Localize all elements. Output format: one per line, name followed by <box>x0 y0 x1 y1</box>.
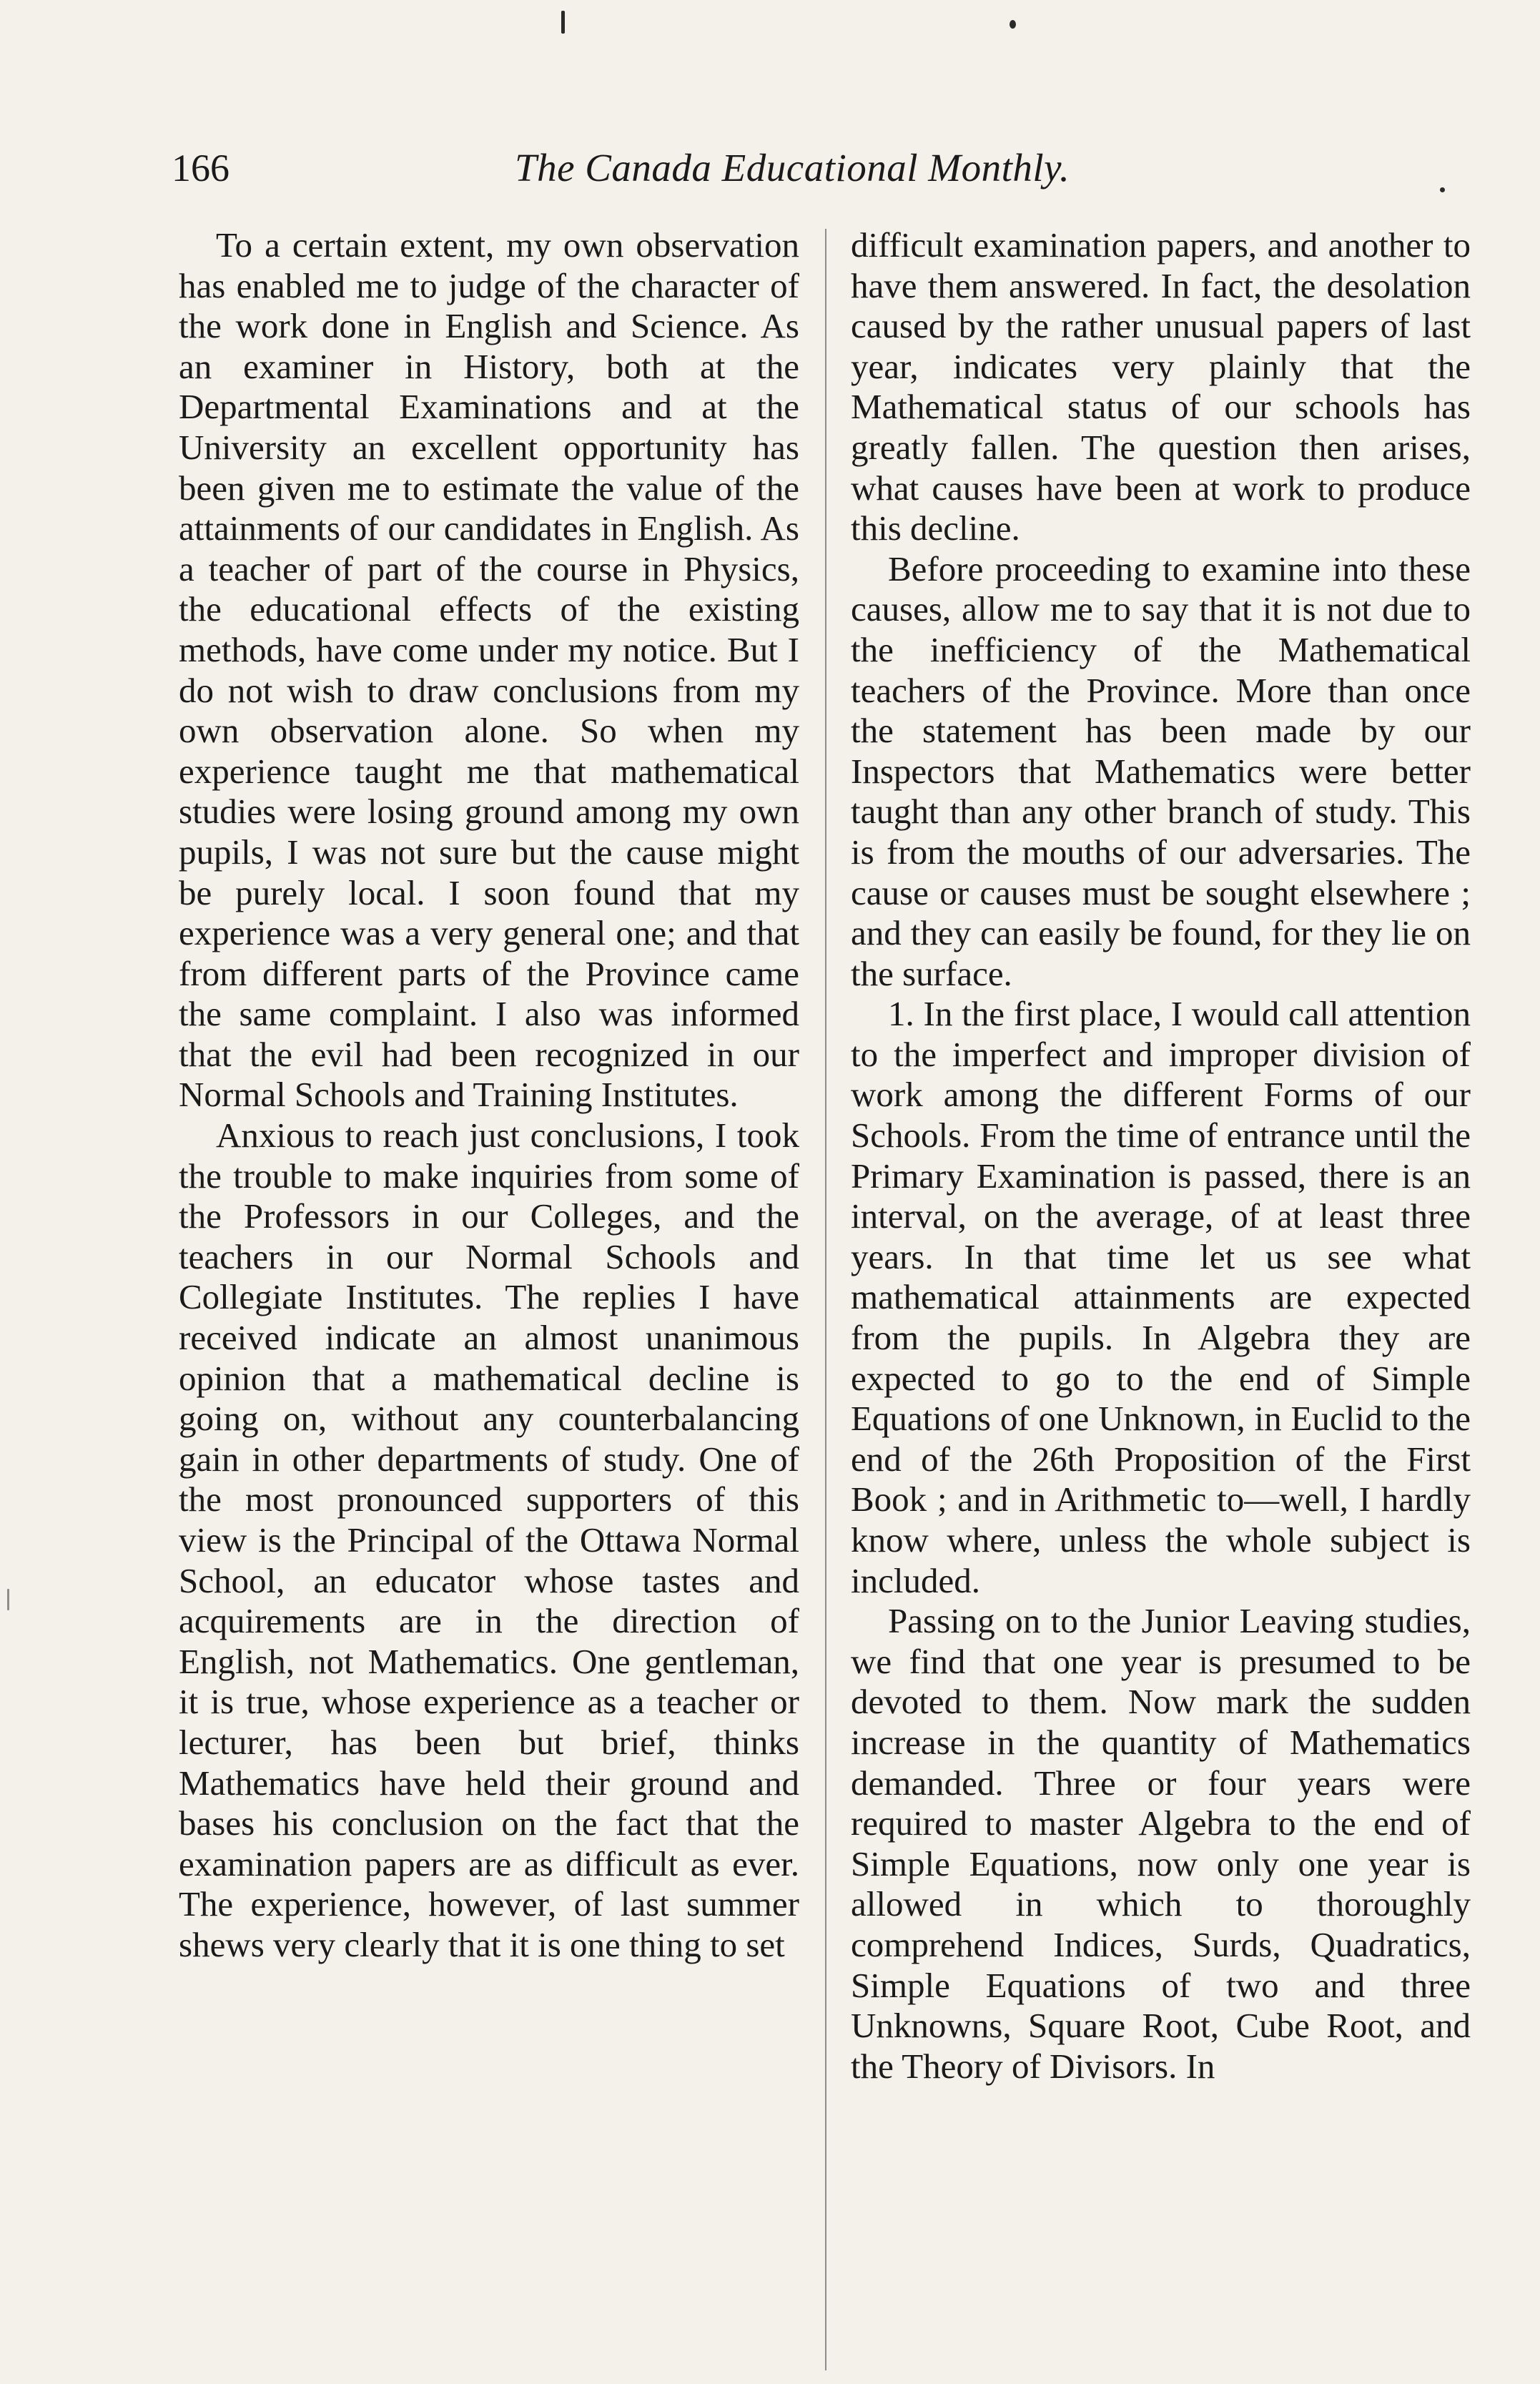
scan-speck <box>7 1589 9 1610</box>
right-column <box>851 225 1471 2087</box>
journal-title: The Canada Educational Monthly. <box>515 146 1070 189</box>
page-number: 166 <box>172 147 229 189</box>
left-column <box>179 225 799 1966</box>
left-paragraph-1: To a certain extent, my own observation has enabled me to judge of the character of the work done in English and Science. As an examiner in History, both at the Departmental Examinations and at the University an excellent opportunity has been given me to estimate the value of the attainments of our candidates in English. As a teacher of part of the course in Physics, the educational effects of the existing methods, have come under my notice. But I do not wish to draw conclusions from my own observation alone. So when my experience taught me that mathematical studies were losing ground among my own pupils, I was not sure but the cause might be purely local. I soon found that my experience was a very general one; and that from different parts of the Province came the same complaint. I also was informed that the evil had been recognized in our Normal Schools and Training Institutes. <box>179 225 799 1115</box>
right-paragraph-3: 1. In the first place, I would call attention to the imperfect and improper division of work among the different Forms of our Schools. From the time of entrance until the Primary Examination is passed, there is an interval, on the average, of at least three years. In that time let us see what mathematical attainments are expected from the pupils. In Algebra they are expected to go to the end of Simple Equations of one Unknown, in Euclid to the end of the 26th Proposition of the First Book ; and in Arithmetic to—well, I hardly know where, unless the whole subject is included. <box>851 994 1471 1600</box>
scan-speck <box>1010 20 1016 29</box>
scan-speck <box>561 11 565 34</box>
column-divider <box>825 229 826 2370</box>
scan-speck <box>1440 187 1445 192</box>
left-paragraph-2: Anxious to reach just conclusions, I took the trouble to make inquiries from some of the Professors in our Colleges, and the teachers in our Normal Schools and Collegiate Institutes. The replies I have received indicate an almost unanimous opinion that a mathematical decline is going on, without any counterbalancing gain in other departments of study. One of the most pronounced supporters of this view is the Principal of the Ottawa Normal School, an educator whose tastes and acquirements are in the direction of English, not Mathematics. One gentleman, it is true, whose experience as a teacher or lecturer, has been but brief, thinks Mathematics have held their ground and bases his conclusion on the fact that the examination papers are as difficult as ever. The experience, however, of last summer shews very clearly that it is one thing to set <box>179 1115 799 1964</box>
right-paragraph-4: Passing on to the Junior Leaving studies, we find that one year is presumed to be devoted to them. Now mark the sudden increase in the quantity of Mathematics demanded. Three or four years were required to master Algebra to the end of Simple Equations, now only one year is allowed in which to thoroughly comprehend Indices, Surds, Quadratics, Simple Equations of two and three Unknowns, Square Root, Cube Root, and the Theory of Divisors. In <box>851 1601 1471 2086</box>
running-head <box>172 139 1387 197</box>
right-paragraph-continued: difficult examination papers, and another to have them answered. In fact, the desolation caused by the rather unusual papers of last year, indicates very plainly that the Mathematical status of our schools has greatly fallen. The question then arises, what causes have been at work to produce this decline. <box>851 225 1471 548</box>
right-paragraph-2: Before proceeding to examine into these causes, allow me to say that it is not due to the inefficiency of the Mathematical teachers of the Province. More than once the statement has been made by our Inspectors that Mathematics were better taught than any other branch of study. This is from the mouths of our adversaries. The cause or causes must be sought elsewhere ; and they can easily be found, for they lie on the surface. <box>851 548 1471 993</box>
